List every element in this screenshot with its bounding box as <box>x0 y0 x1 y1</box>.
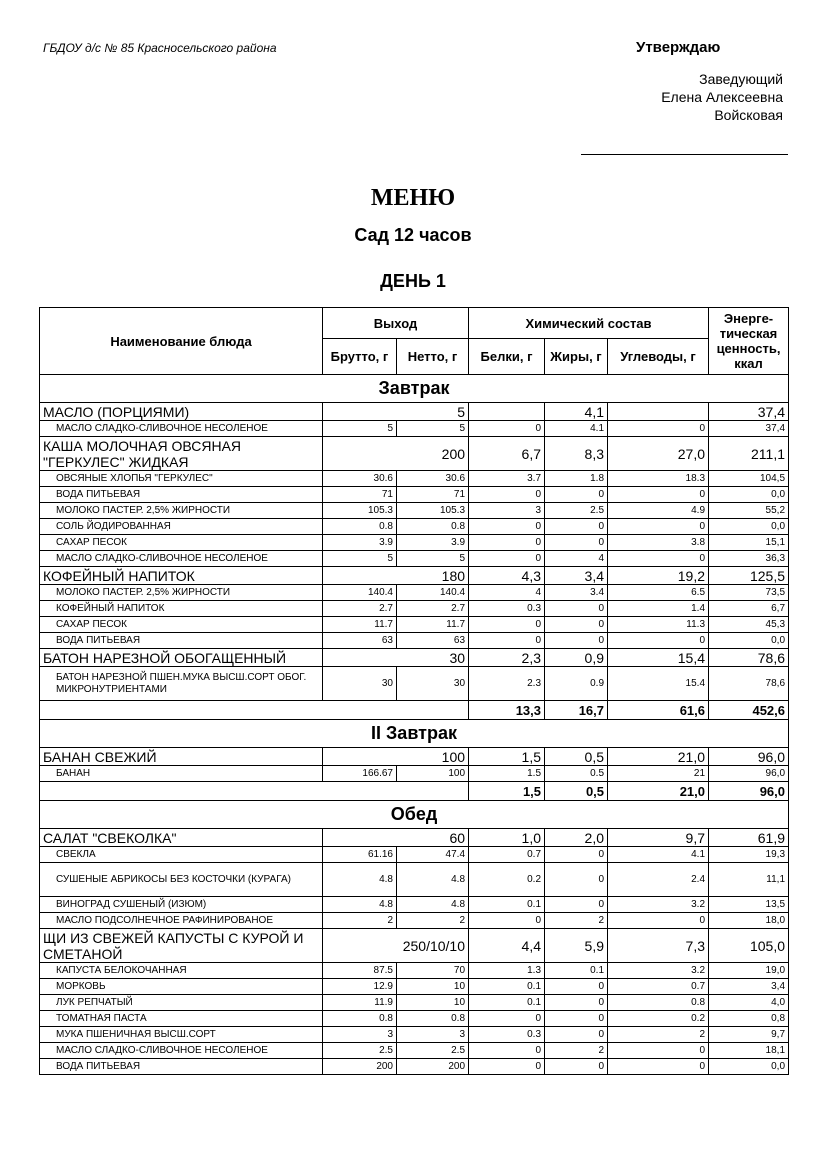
ingredient-energy: 0,0 <box>709 1059 789 1075</box>
ingredient-name: БАТОН НАРЕЗНОЙ ПШЕН.МУКА ВЫСШ.СОРТ ОБОГ. МИКРОНУТРИЕНТАМИ <box>40 667 323 701</box>
ingredient-energy: 15,1 <box>709 535 789 551</box>
ingredient-netto: 30 <box>397 667 469 701</box>
ingredient-row <box>40 551 789 567</box>
ingredient-netto: 70 <box>397 963 469 979</box>
ingredient-row <box>40 421 789 437</box>
dish-fat: 0,5 <box>545 748 608 766</box>
ingredient-energy: 37,4 <box>709 421 789 437</box>
ingredient-energy: 78,6 <box>709 667 789 701</box>
ingredient-row <box>40 535 789 551</box>
ingredient-fat: 0 <box>545 617 608 633</box>
ingredient-row <box>40 633 789 649</box>
ingredient-name: СВЕКЛА <box>40 847 323 863</box>
dish-protein: 4,3 <box>469 567 545 585</box>
ingredient-energy: 18,0 <box>709 913 789 929</box>
ingredient-carbs: 4.1 <box>608 847 709 863</box>
approve-title: Утверждаю <box>636 39 721 56</box>
ingredient-energy: 19,3 <box>709 847 789 863</box>
ingredient-protein: 0 <box>469 617 545 633</box>
ingredient-brutto: 87.5 <box>323 963 397 979</box>
dish-carbs: 7,3 <box>608 929 709 963</box>
ingredient-carbs: 0 <box>608 1059 709 1075</box>
ingredient-carbs: 2 <box>608 1027 709 1043</box>
ingredient-carbs: 0 <box>608 519 709 535</box>
page-subtitle: Сад 12 часов <box>354 225 472 245</box>
dish-fat: 8,3 <box>545 437 608 471</box>
ingredient-carbs: 1.4 <box>608 601 709 617</box>
ingredient-fat: 0 <box>545 1027 608 1043</box>
ingredient-netto: 4.8 <box>397 863 469 897</box>
ingredient-netto: 30.6 <box>397 471 469 487</box>
ingredient-energy: 36,3 <box>709 551 789 567</box>
section-title: Обед <box>40 801 789 829</box>
ingredient-row <box>40 979 789 995</box>
ingredient-brutto: 63 <box>323 633 397 649</box>
section-title: II Завтрак <box>40 720 789 748</box>
ingredient-row <box>40 863 789 897</box>
ingredient-fat: 4 <box>545 551 608 567</box>
ingredient-carbs: 0 <box>608 421 709 437</box>
menu-body <box>40 375 789 1075</box>
ingredient-name: МАСЛО ПОДСОЛНЕЧНОЕ РАФИНИРОВАНОЕ <box>40 913 323 929</box>
ingredient-carbs: 0 <box>608 487 709 503</box>
col-header-brutto: Брутто, г <box>323 339 397 375</box>
dish-name: КАША МОЛОЧНАЯ ОВСЯНАЯ "ГЕРКУЛЕС" ЖИДКАЯ <box>40 437 323 471</box>
dish-fat: 5,9 <box>545 929 608 963</box>
ingredient-energy: 0,0 <box>709 519 789 535</box>
ingredient-fat: 0.5 <box>545 766 608 782</box>
ingredient-brutto: 5 <box>323 421 397 437</box>
ingredient-protein: 0.3 <box>469 1027 545 1043</box>
menu-table <box>39 307 789 1075</box>
ingredient-energy: 104,5 <box>709 471 789 487</box>
col-header-energy: Энерге-тическая ценность, ккал <box>709 308 789 375</box>
ingredient-protein: 3 <box>469 503 545 519</box>
approver-position: Заведующий <box>699 71 783 87</box>
ingredient-netto: 10 <box>397 979 469 995</box>
ingredient-name: КОФЕЙНЫЙ НАПИТОК <box>40 601 323 617</box>
dish-name: САЛАТ "СВЕКОЛКА" <box>40 829 323 847</box>
ingredient-carbs: 2.4 <box>608 863 709 897</box>
ingredient-brutto: 3.9 <box>323 535 397 551</box>
ingredient-protein: 0 <box>469 633 545 649</box>
col-header-name: Наименование блюда <box>40 308 323 375</box>
dish-carbs: 27,0 <box>608 437 709 471</box>
ingredient-netto: 100 <box>397 766 469 782</box>
ingredient-protein: 0 <box>469 1011 545 1027</box>
ingredient-row <box>40 766 789 782</box>
ingredient-energy: 4,0 <box>709 995 789 1011</box>
dish-energy: 105,0 <box>709 929 789 963</box>
ingredient-fat: 1.8 <box>545 471 608 487</box>
ingredient-brutto: 105.3 <box>323 503 397 519</box>
ingredient-fat: 0 <box>545 535 608 551</box>
ingredient-fat: 2.5 <box>545 503 608 519</box>
ingredient-netto: 5 <box>397 551 469 567</box>
ingredient-fat: 0 <box>545 1011 608 1027</box>
total-spacer <box>40 782 469 801</box>
ingredient-row <box>40 847 789 863</box>
section-total-row <box>40 782 789 801</box>
ingredient-brutto: 30 <box>323 667 397 701</box>
col-header-output: Выход <box>323 308 469 339</box>
ingredient-protein: 0.1 <box>469 995 545 1011</box>
ingredient-netto: 4.8 <box>397 897 469 913</box>
ingredient-brutto: 61.16 <box>323 847 397 863</box>
ingredient-carbs: 0.2 <box>608 1011 709 1027</box>
total-energy: 96,0 <box>709 782 789 801</box>
ingredient-carbs: 0 <box>608 913 709 929</box>
ingredient-brutto: 2 <box>323 913 397 929</box>
ingredient-netto: 3.9 <box>397 535 469 551</box>
dish-row <box>40 829 789 847</box>
ingredient-brutto: 3 <box>323 1027 397 1043</box>
dish-carbs: 15,4 <box>608 649 709 667</box>
total-protein: 1,5 <box>469 782 545 801</box>
ingredient-fat: 0 <box>545 601 608 617</box>
ingredient-protein: 0 <box>469 421 545 437</box>
section-header-row <box>40 720 789 748</box>
ingredient-fat: 0 <box>545 847 608 863</box>
ingredient-carbs: 0.8 <box>608 995 709 1011</box>
ingredient-fat: 0 <box>545 995 608 1011</box>
ingredient-protein: 2.3 <box>469 667 545 701</box>
ingredient-brutto: 140.4 <box>323 585 397 601</box>
total-fat: 16,7 <box>545 701 608 720</box>
ingredient-row <box>40 503 789 519</box>
ingredient-fat: 0 <box>545 487 608 503</box>
ingredient-brutto: 11.9 <box>323 995 397 1011</box>
ingredient-energy: 6,7 <box>709 601 789 617</box>
ingredient-fat: 2 <box>545 1043 608 1059</box>
total-protein: 13,3 <box>469 701 545 720</box>
ingredient-row <box>40 963 789 979</box>
ingredient-name: САХАР ПЕСОК <box>40 617 323 633</box>
ingredient-netto: 47.4 <box>397 847 469 863</box>
ingredient-protein: 0 <box>469 551 545 567</box>
page-title: МЕНЮ <box>370 185 456 211</box>
ingredient-carbs: 0 <box>608 1043 709 1059</box>
total-fat: 0,5 <box>545 782 608 801</box>
ingredient-brutto: 0.8 <box>323 519 397 535</box>
ingredient-netto: 200 <box>397 1059 469 1075</box>
ingredient-fat: 2 <box>545 913 608 929</box>
dish-row <box>40 748 789 766</box>
section-title: Завтрак <box>40 375 789 403</box>
dish-output: 250/10/10 <box>323 929 469 963</box>
ingredient-energy: 45,3 <box>709 617 789 633</box>
total-carbs: 21,0 <box>608 782 709 801</box>
ingredient-row <box>40 585 789 601</box>
ingredient-carbs: 3.8 <box>608 535 709 551</box>
dish-name: МАСЛО (ПОРЦИЯМИ) <box>40 403 323 421</box>
ingredient-name: МОРКОВЬ <box>40 979 323 995</box>
ingredient-name: ВОДА ПИТЬЕВАЯ <box>40 633 323 649</box>
ingredient-netto: 0.8 <box>397 519 469 535</box>
dish-name: БАНАН СВЕЖИЙ <box>40 748 323 766</box>
dish-output: 180 <box>323 567 469 585</box>
ingredient-row <box>40 1043 789 1059</box>
section-total-row <box>40 701 789 720</box>
ingredient-name: ОВСЯНЫЕ ХЛОПЬЯ "ГЕРКУЛЕС" <box>40 471 323 487</box>
dish-output: 60 <box>323 829 469 847</box>
ingredient-brutto: 2.5 <box>323 1043 397 1059</box>
ingredient-energy: 73,5 <box>709 585 789 601</box>
ingredient-carbs: 21 <box>608 766 709 782</box>
ingredient-protein: 0.3 <box>469 601 545 617</box>
ingredient-energy: 13,5 <box>709 897 789 913</box>
ingredient-protein: 0 <box>469 913 545 929</box>
dish-energy: 125,5 <box>709 567 789 585</box>
ingredient-brutto: 5 <box>323 551 397 567</box>
ingredient-energy: 9,7 <box>709 1027 789 1043</box>
ingredient-protein: 0 <box>469 519 545 535</box>
ingredient-protein: 0.7 <box>469 847 545 863</box>
dish-fat: 4,1 <box>545 403 608 421</box>
dish-fat: 0,9 <box>545 649 608 667</box>
dish-protein: 1,0 <box>469 829 545 847</box>
dish-row <box>40 403 789 421</box>
dish-row <box>40 567 789 585</box>
ingredient-protein: 0 <box>469 1059 545 1075</box>
dish-protein: 2,3 <box>469 649 545 667</box>
ingredient-row <box>40 601 789 617</box>
ingredient-netto: 0.8 <box>397 1011 469 1027</box>
ingredient-energy: 0,0 <box>709 487 789 503</box>
ingredient-protein: 0 <box>469 535 545 551</box>
ingredient-name: МОЛОКО ПАСТЕР. 2,5% ЖИРНОСТИ <box>40 503 323 519</box>
dish-energy: 37,4 <box>709 403 789 421</box>
ingredient-protein: 0.1 <box>469 897 545 913</box>
ingredient-row <box>40 471 789 487</box>
organization-name: ГБДОУ д/с № 85 Красносельского района <box>43 41 277 55</box>
ingredient-row <box>40 1011 789 1027</box>
ingredient-fat: 0 <box>545 633 608 649</box>
col-header-fat: Жиры, г <box>545 339 608 375</box>
ingredient-brutto: 4.8 <box>323 897 397 913</box>
ingredient-fat: 0 <box>545 897 608 913</box>
ingredient-netto: 2 <box>397 913 469 929</box>
dish-name: БАТОН НАРЕЗНОЙ ОБОГАЩЕННЫЙ <box>40 649 323 667</box>
ingredient-name: ТОМАТНАЯ ПАСТА <box>40 1011 323 1027</box>
dish-energy: 96,0 <box>709 748 789 766</box>
ingredient-fat: 0 <box>545 519 608 535</box>
ingredient-protein: 1.3 <box>469 963 545 979</box>
ingredient-brutto: 11.7 <box>323 617 397 633</box>
dish-output: 5 <box>323 403 469 421</box>
ingredient-protein: 0 <box>469 487 545 503</box>
col-header-netto: Нетто, г <box>397 339 469 375</box>
ingredient-row <box>40 995 789 1011</box>
ingredient-name: ЛУК РЕПЧАТЫЙ <box>40 995 323 1011</box>
section-header-row <box>40 375 789 403</box>
ingredient-name: МАСЛО СЛАДКО-СЛИВОЧНОЕ НЕСОЛЕНОЕ <box>40 1043 323 1059</box>
ingredient-netto: 3 <box>397 1027 469 1043</box>
ingredient-row <box>40 617 789 633</box>
day-label: ДЕНЬ 1 <box>380 271 446 291</box>
ingredient-row <box>40 913 789 929</box>
ingredient-brutto: 200 <box>323 1059 397 1075</box>
ingredient-row <box>40 667 789 701</box>
ingredient-protein: 3.7 <box>469 471 545 487</box>
ingredient-brutto: 166.67 <box>323 766 397 782</box>
dish-carbs <box>608 403 709 421</box>
dish-row <box>40 437 789 471</box>
ingredient-fat: 0 <box>545 979 608 995</box>
ingredient-energy: 11,1 <box>709 863 789 897</box>
ingredient-carbs: 3.2 <box>608 963 709 979</box>
ingredient-name: МАСЛО СЛАДКО-СЛИВОЧНОЕ НЕСОЛЕНОЕ <box>40 551 323 567</box>
dish-carbs: 19,2 <box>608 567 709 585</box>
ingredient-netto: 5 <box>397 421 469 437</box>
ingredient-carbs: 15.4 <box>608 667 709 701</box>
col-header-chem: Химический состав <box>469 308 709 339</box>
approver-first-name: Елена Алексеевна <box>661 89 783 105</box>
dish-energy: 211,1 <box>709 437 789 471</box>
approver-block <box>661 70 783 124</box>
ingredient-row <box>40 1059 789 1075</box>
ingredient-fat: 0 <box>545 1059 608 1075</box>
ingredient-name: САХАР ПЕСОК <box>40 535 323 551</box>
ingredient-netto: 105.3 <box>397 503 469 519</box>
dish-output: 100 <box>323 748 469 766</box>
ingredient-energy: 18,1 <box>709 1043 789 1059</box>
ingredient-brutto: 30.6 <box>323 471 397 487</box>
col-header-carbs: Углеводы, г <box>608 339 709 375</box>
dish-protein <box>469 403 545 421</box>
ingredient-row <box>40 487 789 503</box>
ingredient-row <box>40 1027 789 1043</box>
ingredient-name: МОЛОКО ПАСТЕР. 2,5% ЖИРНОСТИ <box>40 585 323 601</box>
ingredient-brutto: 4.8 <box>323 863 397 897</box>
dish-output: 30 <box>323 649 469 667</box>
ingredient-name: ВИНОГРАД СУШЕНЫЙ (ИЗЮМ) <box>40 897 323 913</box>
dish-energy: 78,6 <box>709 649 789 667</box>
dish-fat: 3,4 <box>545 567 608 585</box>
ingredient-name: МАСЛО СЛАДКО-СЛИВОЧНОЕ НЕСОЛЕНОЕ <box>40 421 323 437</box>
ingredient-netto: 2.7 <box>397 601 469 617</box>
total-energy: 452,6 <box>709 701 789 720</box>
ingredient-energy: 0,0 <box>709 633 789 649</box>
ingredient-name: СОЛЬ ЙОДИРОВАННАЯ <box>40 519 323 535</box>
signature-line <box>581 154 788 155</box>
ingredient-brutto: 0.8 <box>323 1011 397 1027</box>
ingredient-netto: 140.4 <box>397 585 469 601</box>
dish-name: КОФЕЙНЫЙ НАПИТОК <box>40 567 323 585</box>
ingredient-name: БАНАН <box>40 766 323 782</box>
dish-row <box>40 649 789 667</box>
dish-carbs: 9,7 <box>608 829 709 847</box>
ingredient-protein: 0.2 <box>469 863 545 897</box>
ingredient-netto: 71 <box>397 487 469 503</box>
col-header-protein: Белки, г <box>469 339 545 375</box>
ingredient-name: МУКА ПШЕНИЧНАЯ ВЫСШ.СОРТ <box>40 1027 323 1043</box>
ingredient-energy: 0,8 <box>709 1011 789 1027</box>
ingredient-brutto: 12.9 <box>323 979 397 995</box>
ingredient-energy: 19,0 <box>709 963 789 979</box>
section-header-row <box>40 801 789 829</box>
ingredient-brutto: 2.7 <box>323 601 397 617</box>
ingredient-energy: 96,0 <box>709 766 789 782</box>
ingredient-fat: 4.1 <box>545 421 608 437</box>
ingredient-protein: 4 <box>469 585 545 601</box>
dish-protein: 6,7 <box>469 437 545 471</box>
ingredient-protein: 0 <box>469 1043 545 1059</box>
ingredient-energy: 3,4 <box>709 979 789 995</box>
ingredient-energy: 55,2 <box>709 503 789 519</box>
ingredient-carbs: 0.7 <box>608 979 709 995</box>
dish-protein: 4,4 <box>469 929 545 963</box>
dish-output: 200 <box>323 437 469 471</box>
dish-energy: 61,9 <box>709 829 789 847</box>
ingredient-netto: 11.7 <box>397 617 469 633</box>
ingredient-netto: 2.5 <box>397 1043 469 1059</box>
ingredient-carbs: 0 <box>608 633 709 649</box>
approver-last-name: Войсковая <box>714 107 783 123</box>
ingredient-carbs: 4.9 <box>608 503 709 519</box>
ingredient-carbs: 18.3 <box>608 471 709 487</box>
ingredient-fat: 0 <box>545 863 608 897</box>
total-spacer <box>40 701 469 720</box>
ingredient-carbs: 0 <box>608 551 709 567</box>
ingredient-name: КАПУСТА БЕЛОКОЧАННАЯ <box>40 963 323 979</box>
ingredient-fat: 0.9 <box>545 667 608 701</box>
ingredient-row <box>40 519 789 535</box>
ingredient-fat: 3.4 <box>545 585 608 601</box>
ingredient-fat: 0.1 <box>545 963 608 979</box>
ingredient-name: СУШЕНЫЕ АБРИКОСЫ БЕЗ КОСТОЧКИ (КУРАГА) <box>40 863 323 897</box>
ingredient-netto: 10 <box>397 995 469 1011</box>
ingredient-carbs: 11.3 <box>608 617 709 633</box>
total-carbs: 61,6 <box>608 701 709 720</box>
ingredient-protein: 1.5 <box>469 766 545 782</box>
ingredient-protein: 0.1 <box>469 979 545 995</box>
dish-protein: 1,5 <box>469 748 545 766</box>
ingredient-carbs: 6.5 <box>608 585 709 601</box>
dish-name: ЩИ ИЗ СВЕЖЕЙ КАПУСТЫ С КУРОЙ И СМЕТАНОЙ <box>40 929 323 963</box>
dish-row <box>40 929 789 963</box>
ingredient-netto: 63 <box>397 633 469 649</box>
ingredient-brutto: 71 <box>323 487 397 503</box>
dish-carbs: 21,0 <box>608 748 709 766</box>
ingredient-name: ВОДА ПИТЬЕВАЯ <box>40 487 323 503</box>
dish-fat: 2,0 <box>545 829 608 847</box>
ingredient-carbs: 3.2 <box>608 897 709 913</box>
ingredient-row <box>40 897 789 913</box>
ingredient-name: ВОДА ПИТЬЕВАЯ <box>40 1059 323 1075</box>
